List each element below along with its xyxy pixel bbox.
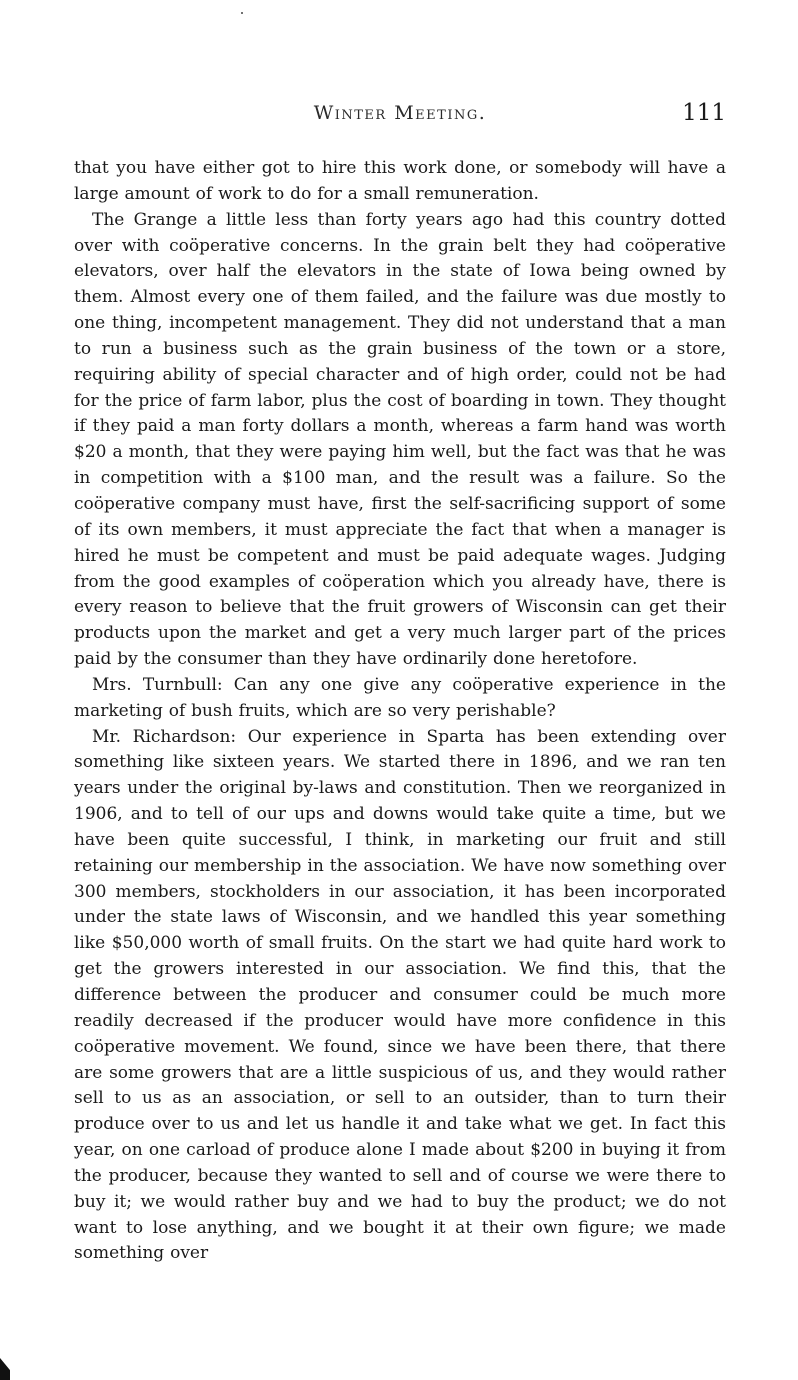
paragraph-mrs-turnbull: Mrs. Turnbull: Can any one give any coöperative experience in the marketing of bush fruits, which are so very perishable? [74, 674, 726, 721]
paragraph-grange: The Grange a little less than forty years ago had this country dotted over with coöperative concerns. In the grain belt they had coöperative elevators, over half the elevators in the state of Iowa being owned by them. Almost every one of them failed, and the failure was due mostly to one thing, incompetent management. They did not understand that a man to run a business such as the grain business of the town or a store, requiring ability of special character and of high order, could not be had for the price of farm labor, plus the cost of boarding in town. They thought if they paid a man forty dollars a month, whereas a farm hand was worth $20 a month, that they were paying him well, but the fact was that he was in competition with a $100 man, and the result was a failure. So the coöperative company must have, first the self-sacrificing support of some of its own members, it must appreciate the fact that when a manager is hired he must be competent and must be paid adequate wages. Judging from the good examples of coöperation which you already have, there is every reason to believe that the fruit growers of Wisconsin can get their products upon the market and get a very much larger part of the prices paid by the consumer than they have ordinarily done heretofore. [74, 209, 726, 670]
print-speck [241, 12, 243, 14]
page-header [74, 102, 726, 132]
paragraph-mr-richardson: Mr. Richardson: Our experience in Sparta has been extending over something like sixteen years. We started there in 1896, and we ran ten years under the original by-laws and constitution. Then we reorganized in 1906, and to tell of our ups and downs would take quite a time, but we have been quite successful, I think, in marketing our fruit and still retaining our membership in the association. We have now something over 300 members, stockholders in our association, it has been incorporated under the state laws of Wisconsin, and we handled this year something like $50,000 worth of small fruits. On the start we had quite hard work to get the growers interested in our association. We find this, that the difference between the producer and consumer could be much more readily decreased if the producer would have more confidence in this coöperative movement. We found, since we have been there, that there are some growers that are a little suspicious of us, and they would rather sell to us as an association, or sell to an outsider, than to turn their produce over to us and let us handle it and take what we get. In fact this year, on one carload of produce alone I made about $200 in buying it from the producer, because they wanted to sell and of course we were there to buy it; we would rather buy and we had to buy the product; we do not want to lose anything, and we bought it at their own figure; we made something over [74, 726, 726, 1264]
page-number: 111 [682, 100, 726, 126]
paragraph-continuation: that you have either got to hire this work done, or somebody will have a large amount of work to do for a small remuneration. [74, 158, 726, 204]
scan-edge-mark [0, 1358, 10, 1380]
running-head: Winter Meeting. [313, 102, 487, 124]
page-body [74, 156, 726, 1267]
